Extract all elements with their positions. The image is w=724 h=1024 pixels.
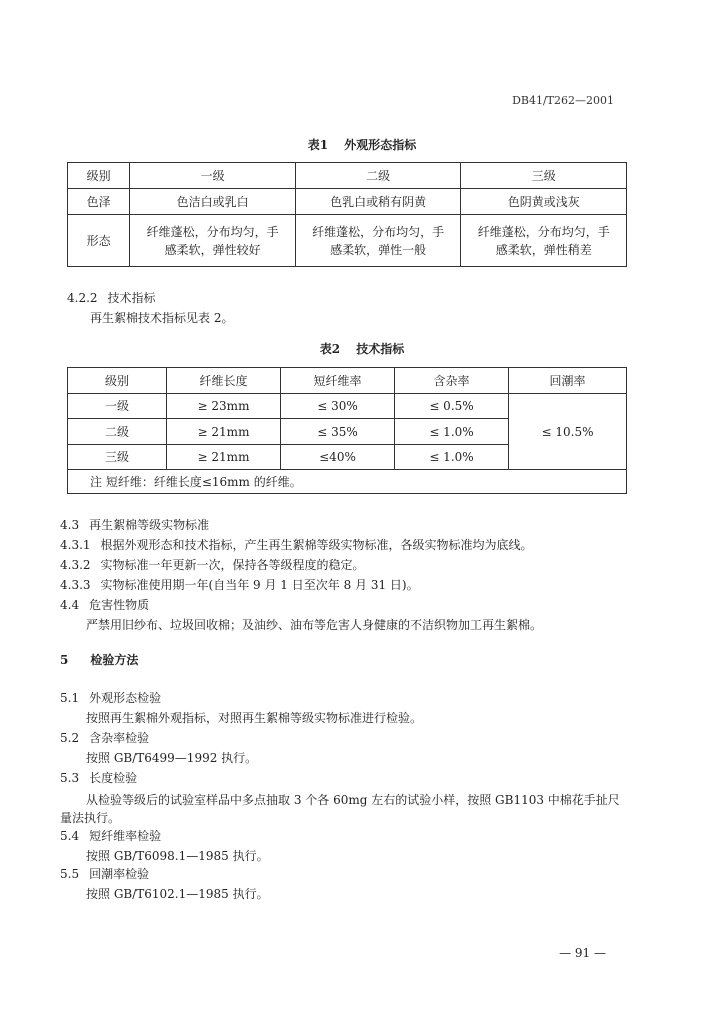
table-cell: 色洁白或乳白 bbox=[130, 189, 296, 215]
section-heading bbox=[60, 828, 161, 844]
section-text: 实物标准使用期一年(自当年 9 月 1 日至次年 8 月 31 日)。 bbox=[100, 578, 419, 592]
section-heading bbox=[60, 597, 149, 613]
technical-table bbox=[67, 367, 627, 494]
section-paragraph bbox=[60, 577, 419, 593]
section-number: 4.2.2 bbox=[67, 291, 98, 305]
section-heading bbox=[60, 517, 209, 533]
section-text: 按照 GB/T6102.1—1985 执行。 bbox=[86, 887, 269, 901]
table-header-cell: 级别 bbox=[68, 368, 167, 394]
table2-caption-number: 表2 bbox=[319, 342, 341, 356]
section-title: 技术指标 bbox=[107, 291, 156, 305]
section-text: 按照再生絮棉外观指标，对照再生絮棉等级实物标准进行检验。 bbox=[86, 711, 423, 725]
table2-caption bbox=[0, 340, 724, 357]
moisture-cell: ≤ 10.5% bbox=[509, 394, 627, 470]
section-number: 5.4 bbox=[60, 829, 80, 843]
table-cell: 色阴黄或浅灰 bbox=[461, 189, 627, 215]
section-title: 危害性物质 bbox=[89, 598, 150, 612]
section-title: 外观形态检验 bbox=[89, 691, 162, 705]
table-cell: ≤ 30% bbox=[281, 394, 395, 419]
table-header-cell: 一级 bbox=[130, 163, 296, 189]
table-cell: ≤ 35% bbox=[281, 419, 395, 445]
section-number: 4.3 bbox=[60, 518, 80, 532]
section-title: 长度检验 bbox=[89, 771, 138, 785]
section-number: 4.4 bbox=[60, 598, 80, 612]
section-text: 严禁用旧纱布、垃圾回收棉；及油纱、油布等危害人身健康的不洁织物加工再生絮棉。 bbox=[86, 618, 543, 632]
section-text: 根据外观形态和技术指标，产生再生絮棉等级实物标准，各级实物标准均为底线。 bbox=[100, 538, 533, 552]
section-title: 回潮率检验 bbox=[89, 867, 150, 881]
table-header-cell: 纤维长度 bbox=[167, 368, 281, 394]
table-header-cell: 级别 bbox=[68, 163, 130, 189]
table-cell: 一级 bbox=[68, 394, 167, 419]
section-paragraph bbox=[60, 537, 533, 553]
table-header-row bbox=[68, 368, 627, 394]
table-cell: ≤ 1.0% bbox=[395, 419, 509, 445]
table-cell: 纤维蓬松，分布均匀，手感柔软，弹性一般 bbox=[295, 215, 461, 267]
table-cell: ≤ 0.5% bbox=[395, 394, 509, 419]
table-cell: ≥ 23mm bbox=[167, 394, 281, 419]
table1-caption-number: 表1 bbox=[307, 138, 329, 152]
chapter-number: 5 bbox=[60, 653, 69, 667]
table-header-cell: 三级 bbox=[461, 163, 627, 189]
table2-caption-title: 技术指标 bbox=[356, 342, 405, 356]
table-header-cell: 短纤维率 bbox=[281, 368, 395, 394]
section-title: 再生絮棉等级实物标准 bbox=[89, 518, 210, 532]
section-heading bbox=[60, 770, 137, 786]
section-text: 从检验等级后的试验室样品中多点抽取 3 个各 60mg 左右的试验小样，按照 GB1103 中棉花手扯尺 bbox=[86, 793, 620, 807]
table-cell: ≥ 21mm bbox=[167, 445, 281, 470]
table-cell: 形态 bbox=[68, 215, 130, 267]
section-paragraph bbox=[60, 557, 365, 573]
table-cell: 色乳白或稍有阴黄 bbox=[295, 189, 461, 215]
section-number: 4.3.2 bbox=[60, 558, 91, 572]
section-heading bbox=[67, 290, 156, 306]
table-cell: ≤40% bbox=[281, 445, 395, 470]
section-text: 实物标准一年更新一次，保持各等级程度的稳定。 bbox=[100, 558, 365, 572]
section-heading bbox=[60, 690, 161, 706]
table-cell: 纤维蓬松，分布均匀，手感柔软，弹性较好 bbox=[130, 215, 296, 267]
table-header-cell: 二级 bbox=[295, 163, 461, 189]
table-cell: ≤ 1.0% bbox=[395, 445, 509, 470]
section-number: 5.5 bbox=[60, 867, 80, 881]
appearance-table bbox=[67, 162, 627, 267]
table-note-row bbox=[68, 470, 627, 494]
section-heading bbox=[60, 866, 149, 882]
table-note: 注 短纤维：纤维长度≤16mm 的纤维。 bbox=[68, 470, 627, 494]
table-cell: 纤维蓬松，分布均匀，手感柔软，弹性稍差 bbox=[461, 215, 627, 267]
section-number: 5.3 bbox=[60, 771, 80, 785]
section-text: 再生絮棉技术指标见表 2。 bbox=[90, 311, 234, 325]
table-row bbox=[68, 189, 627, 215]
table-cell: 二级 bbox=[68, 419, 167, 445]
section-heading bbox=[60, 730, 149, 746]
table-row bbox=[68, 215, 627, 267]
table-cell: 色泽 bbox=[68, 189, 130, 215]
section-number: 5.1 bbox=[60, 691, 80, 705]
section-number: 4.3.3 bbox=[60, 578, 91, 592]
table-cell: ≥ 21mm bbox=[167, 419, 281, 445]
section-text: 按照 GB/T6499—1992 执行。 bbox=[86, 751, 258, 765]
table-header-cell: 回潮率 bbox=[509, 368, 627, 394]
section-number: 4.3.1 bbox=[60, 538, 91, 552]
table-header-row bbox=[68, 163, 627, 189]
table1-caption-title: 外观形态指标 bbox=[344, 138, 417, 152]
section-title: 含杂率检验 bbox=[89, 731, 150, 745]
section-text: 按照 GB/T6098.1—1985 执行。 bbox=[86, 849, 269, 863]
section-title: 短纤维率检验 bbox=[89, 829, 162, 843]
standard-code: DB41/T262—2001 bbox=[512, 94, 614, 107]
table-cell: 三级 bbox=[68, 445, 167, 470]
table-row bbox=[68, 394, 627, 419]
table1-caption bbox=[0, 136, 724, 153]
table-header-cell: 含杂率 bbox=[395, 368, 509, 394]
page-number: — 91 — bbox=[559, 946, 606, 960]
chapter-heading bbox=[60, 652, 138, 668]
section-text: 量法执行。 bbox=[60, 811, 121, 825]
section-number: 5.2 bbox=[60, 731, 80, 745]
chapter-title: 检验方法 bbox=[90, 653, 139, 667]
